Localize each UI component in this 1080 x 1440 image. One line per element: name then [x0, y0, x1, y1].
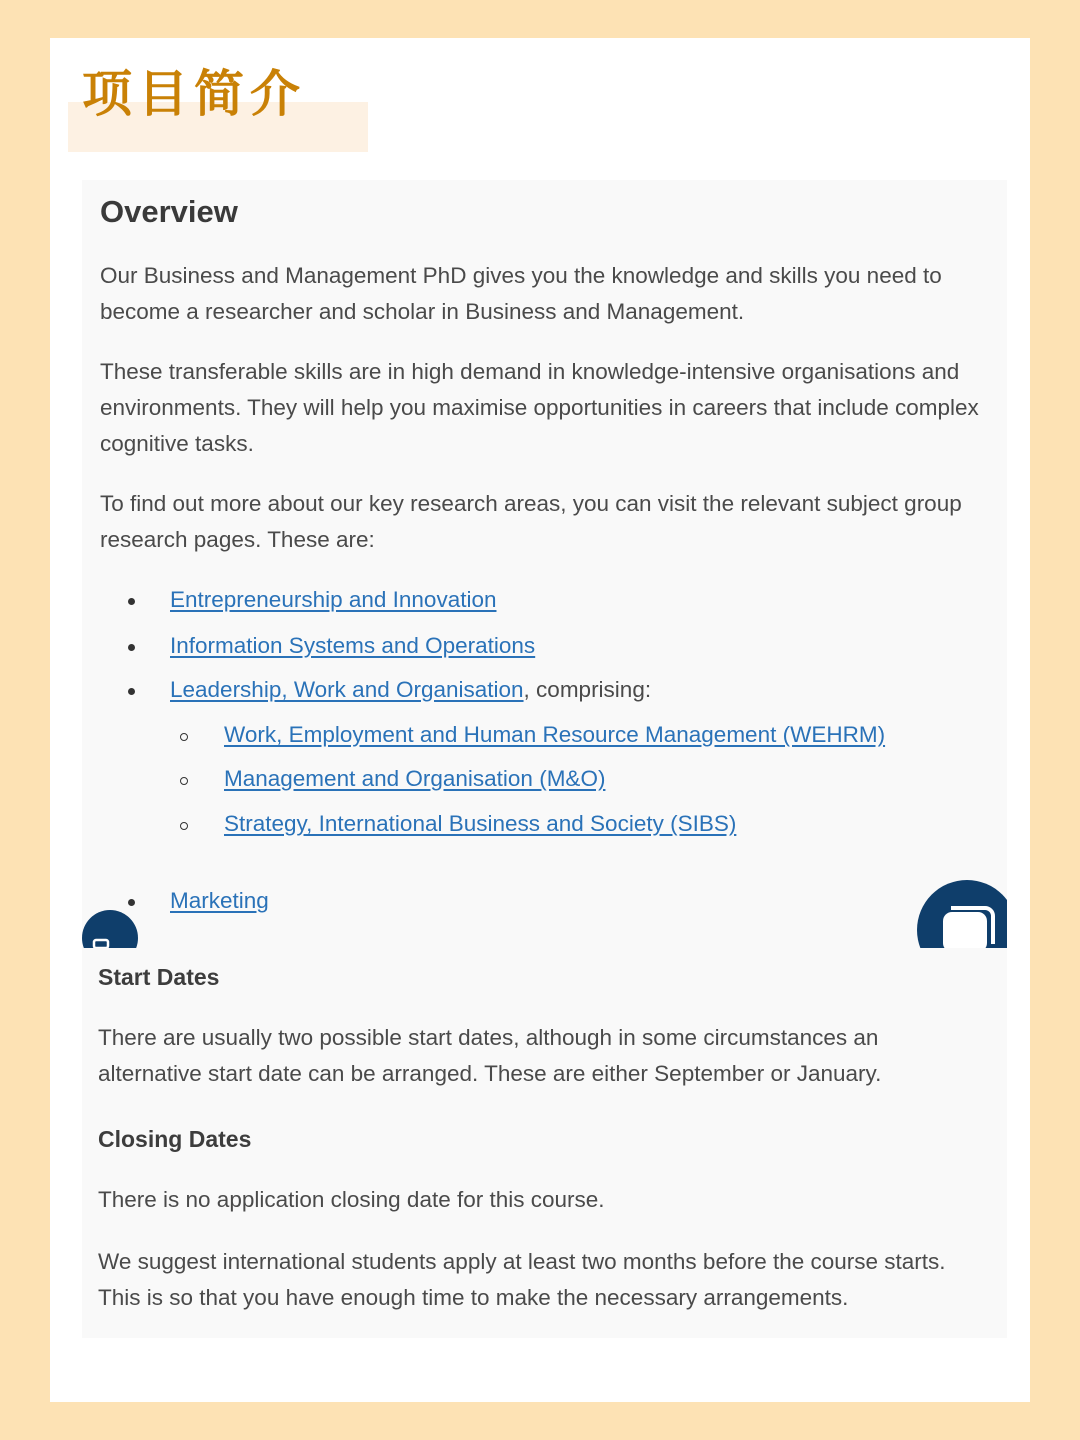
link-sibs[interactable]: Strategy, International Business and Society (SIBS) — [224, 811, 737, 836]
bullet — [128, 899, 135, 906]
link-leadership-work-organisation[interactable]: Leadership, Work and Organisation — [170, 677, 524, 702]
bullet — [128, 644, 135, 651]
link-information-systems-operations[interactable]: Information Systems and Operations — [170, 633, 536, 658]
help-icon[interactable] — [82, 910, 138, 948]
dates-section — [82, 948, 1007, 1338]
list-item — [170, 628, 535, 664]
list-item — [170, 883, 269, 919]
sub-bullet — [180, 777, 188, 785]
chat-icon[interactable] — [917, 880, 1007, 948]
start-dates-heading: Start Dates — [98, 964, 220, 990]
course-screenshot — [82, 180, 1007, 1338]
page-title: 项目简介 — [82, 65, 306, 123]
overview-heading: Overview — [100, 194, 238, 229]
overview-paragraph-1: Our Business and Management PhD gives you the knowledge and skills you need to become a researcher and scholar in Business and Management. — [100, 263, 942, 324]
bullet — [128, 598, 135, 605]
overview-section — [82, 180, 1007, 948]
link-marketing[interactable]: Marketing — [170, 888, 269, 913]
list-item — [170, 672, 651, 708]
sub-bullet — [180, 822, 188, 830]
link-entrepreneurship-innovation[interactable]: Entrepreneurship and Innovation — [170, 587, 497, 612]
sub-list-item — [224, 717, 885, 753]
sub-list-item — [224, 806, 736, 842]
link-wehrm[interactable]: Work, Employment and Human Resource Management (WEHRM) — [224, 722, 886, 747]
closing-dates-heading: Closing Dates — [98, 1126, 252, 1152]
sub-list-item — [224, 761, 605, 797]
closing-dates-text-2: We suggest international students apply at least two months before the course starts. This is so that you have enough time to make the necessary arrangements. — [98, 1249, 946, 1310]
content-card — [50, 38, 1030, 1402]
bullet — [128, 688, 135, 695]
start-dates-text: There are usually two possible start dates, although in some circumstances an alternative start date can be arranged. These are either September or January. — [98, 1025, 882, 1086]
link-management-organisation[interactable]: Management and Organisation (M&O) — [224, 766, 606, 791]
list-item — [170, 582, 496, 618]
closing-dates-text-1: There is no application closing date for this course. — [98, 1187, 605, 1212]
sub-bullet — [180, 733, 188, 741]
comprising-text: , comprising: — [523, 677, 652, 702]
overview-paragraph-3: To find out more about our key research areas, you can visit the relevant subject group research pages. These are: — [100, 491, 962, 552]
overview-paragraph-2: These transferable skills are in high demand in knowledge-intensive organisations and environments. They will help you maximise opportunities in careers that include complex cognitive tasks. — [100, 359, 979, 456]
